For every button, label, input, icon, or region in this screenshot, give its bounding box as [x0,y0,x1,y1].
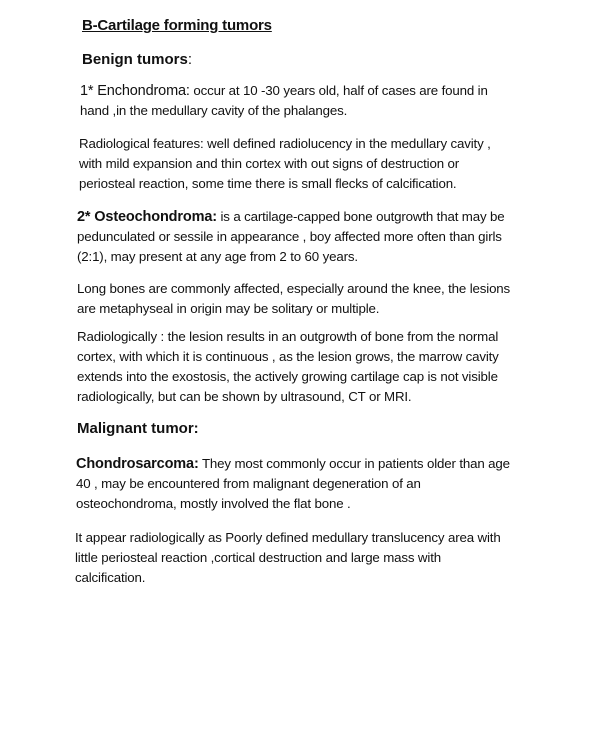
enchondroma-lead: 1* Enchondroma: [80,83,190,99]
long-bones-paragraph [77,279,510,319]
chondrosarcoma-line-1-text: They most commonly occur in patients older than age [198,456,510,471]
appearance-paragraph [75,528,501,588]
radiologically-line-1: Radiologically : the lesion results in an outgrowth of bone from the normal [77,329,499,344]
appearance-line-1: It appear radiologically as Poorly defined medullary translucency area with [75,530,501,545]
osteochondroma-lead: 2* Osteochondroma: [77,209,217,225]
radiologically-paragraph [77,327,499,407]
benign-tumors-heading [82,51,192,68]
chondrosarcoma-paragraph [76,454,510,514]
radiological-features-line-3: periosteal reaction, some time there is small flecks of calcification. [79,176,457,191]
osteochondroma-paragraph [77,207,505,267]
enchondroma-line-2: hand ,in the medullary cavity of the phalanges. [80,103,348,118]
radiologically-line-4: radiologically, but can be shown by ultrasound, CT or MRI. [77,389,412,404]
osteochondroma-line-1-text: is a cartilage-capped bone outgrowth that may be [216,209,505,224]
chondrosarcoma-lead: Chondrosarcoma: [76,456,199,472]
appearance-line-2: little periosteal reaction ,cortical destruction and large mass with [75,550,441,565]
osteochondroma-line-3: (2:1), may present at any age from 2 to 60 years. [77,249,358,264]
radiological-features-line-2: with mild expansion and thin cortex with out signs of destruction or [79,156,460,171]
osteochondroma-line-2: pedunculated or sessile in appearance , boy affected more often than girls [77,229,502,244]
radiologically-line-2: cortex, with which it is continuous , as the lesion grows, the marrow cavity [77,349,499,364]
enchondroma-line-1-text: occur at 10 -30 years old, half of cases are found in [189,83,488,98]
malignant-tumor-heading: Malignant tumor: [77,420,199,437]
osteochondroma-line-1 [77,207,505,227]
document-title: B-Cartilage forming tumors [82,17,272,34]
enchondroma-paragraph [80,81,488,121]
appearance-line-3: calcification. [75,570,146,585]
chondrosarcoma-line-2: 40 , may be encountered from malignant degeneration of an [76,476,421,491]
enchondroma-line-1 [80,81,488,101]
radiologically-line-3: extends into the exostosis, the actively growing cartilage cap is not visible [77,369,498,384]
radiological-features-paragraph [79,134,491,194]
chondrosarcoma-line-3: osteochondroma, mostly involved the flat bone . [76,496,351,511]
long-bones-line-1: Long bones are commonly affected, especially around the knee, the lesions [77,281,511,296]
benign-tumors-heading-text: Benign tumors [82,51,188,68]
radiological-features-line-1: Radiological features: well defined radiolucency in the medullary cavity , [79,136,491,151]
chondrosarcoma-line-1 [76,454,510,474]
long-bones-line-2: are metaphyseal in origin may be solitary or multiple. [77,301,380,316]
benign-tumors-heading-colon: : [187,51,193,68]
